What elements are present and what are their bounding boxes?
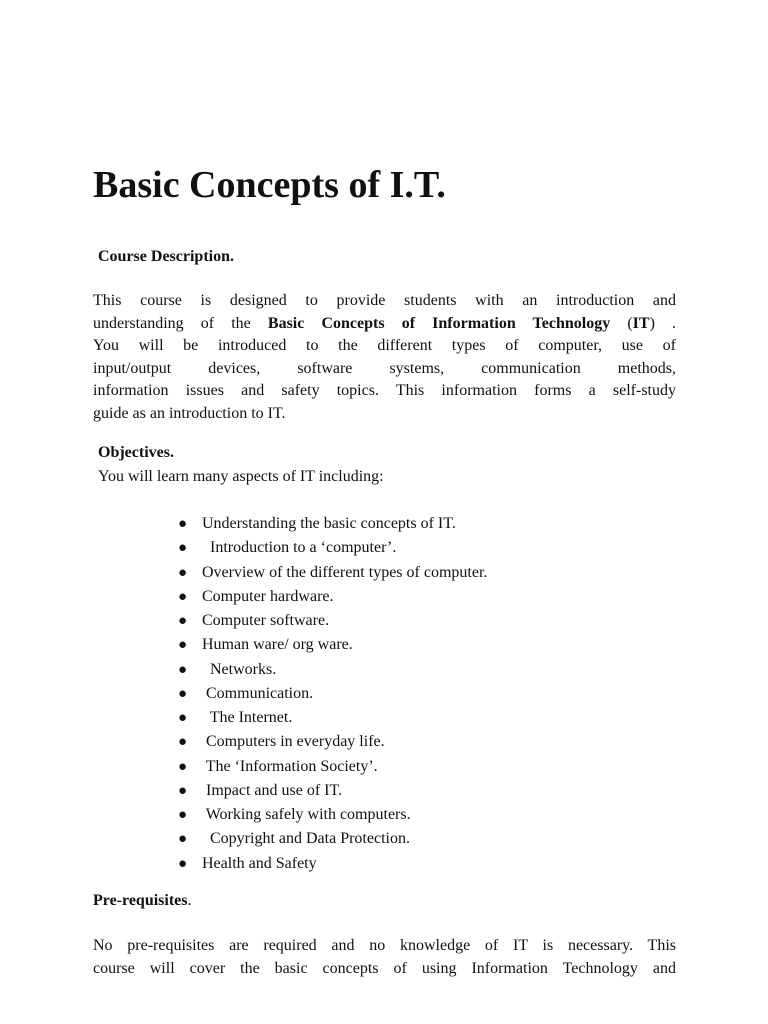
- paragraph-line: information issues and safety topics. This information forms a self-study: [93, 382, 676, 399]
- bullet-icon: ●: [178, 661, 188, 678]
- list-item-text: Health and Safety: [202, 854, 317, 872]
- bullet-icon: ●: [178, 758, 188, 775]
- bullet-icon: ●: [178, 685, 188, 702]
- bullet-icon: ●: [178, 588, 188, 605]
- list-item: [178, 803, 487, 827]
- list-item-text: The Internet.: [202, 709, 293, 726]
- objectives-intro: You will learn many aspects of IT including:: [98, 468, 384, 485]
- list-item: [178, 633, 487, 657]
- prerequisites-heading: Pre-requisites.: [93, 892, 192, 909]
- list-item-text: Copyright and Data Protection.: [202, 830, 410, 848]
- list-item: [178, 585, 487, 609]
- list-item-text: Introduction to a ‘computer’.: [202, 539, 397, 557]
- prerequisites-paragraph: [93, 935, 676, 980]
- list-item-text: Overview of the different types of computer.: [202, 563, 488, 581]
- bullet-icon: ●: [178, 613, 188, 629]
- list-item-text: Networks.: [202, 660, 277, 678]
- list-item: [178, 561, 487, 585]
- list-item-text: Communication.: [202, 684, 314, 702]
- list-item-text: Working safely with computers.: [202, 806, 411, 823]
- bold-abbreviation: IT: [632, 314, 650, 332]
- paragraph-line: You will be introduced to the different types of computer, use of: [93, 337, 676, 354]
- list-item: [178, 755, 487, 779]
- paragraph-line: understanding of the Basic Concepts of Information Technology (IT) .: [93, 314, 677, 332]
- objectives-heading: Objectives.: [98, 444, 174, 461]
- paragraph-line: No pre-requisites are required and no knowledge of IT is necessary. This: [93, 937, 676, 954]
- bold-phrase: Basic Concepts of Information Technology: [267, 314, 611, 332]
- list-item: [178, 609, 487, 633]
- list-item: [178, 852, 487, 876]
- course-description-paragraph: [93, 290, 676, 425]
- list-item-text: Computer software.: [202, 612, 330, 629]
- list-item-text: Computer hardware.: [202, 587, 334, 605]
- bullet-icon: ●: [178, 564, 188, 581]
- bullet-icon: ●: [178, 734, 188, 751]
- list-item-text: Understanding the basic concepts of IT.: [202, 515, 456, 532]
- list-item: [178, 706, 487, 730]
- paragraph-line: input/output devices, software systems, communication methods,: [93, 359, 676, 377]
- paragraph-line: course will cover the basic concepts of using Information Technology and: [93, 959, 676, 977]
- bullet-icon: ●: [178, 831, 188, 848]
- bullet-icon: ●: [178, 516, 188, 532]
- list-item: [178, 682, 487, 706]
- objectives-list: [178, 512, 487, 876]
- bullet-icon: ●: [178, 807, 188, 823]
- bullet-icon: ●: [178, 782, 188, 799]
- bullet-icon: ●: [178, 710, 188, 726]
- bullet-icon: ●: [178, 855, 188, 872]
- list-item-text: Impact and use of IT.: [202, 781, 343, 799]
- paragraph-line: This course is designed to provide students with an introduction and: [93, 292, 676, 309]
- list-item: [178, 827, 487, 851]
- list-item: [178, 779, 487, 803]
- bullet-icon: ●: [178, 637, 188, 654]
- list-item-text: Computers in everyday life.: [202, 733, 385, 751]
- list-item: [178, 658, 487, 682]
- list-item-text: The ‘Information Society’.: [202, 757, 378, 775]
- document-title: Basic Concepts of I.T.: [93, 164, 446, 206]
- bullet-icon: ●: [178, 540, 188, 557]
- list-item-text: Human ware/ org ware.: [202, 636, 353, 654]
- paragraph-line: guide as an introduction to IT.: [93, 404, 286, 422]
- list-item: [178, 512, 487, 536]
- list-item: [178, 730, 487, 754]
- course-description-heading: Course Description.: [98, 248, 234, 265]
- list-item: [178, 536, 487, 560]
